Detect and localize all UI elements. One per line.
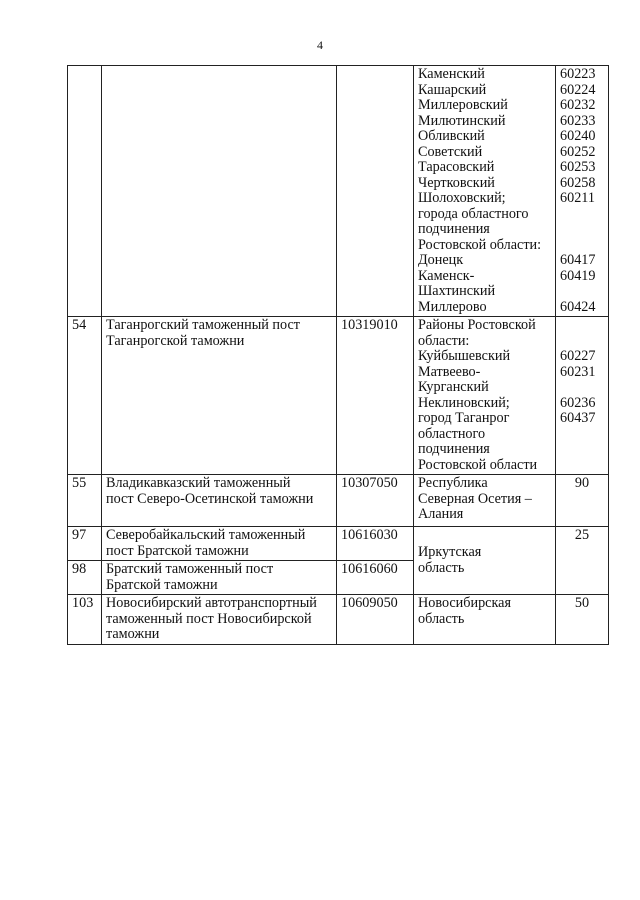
post-code: 10319010	[337, 317, 414, 475]
place-line: подчинения	[418, 221, 490, 237]
place-line: Чертковский	[418, 174, 495, 191]
cell-post-name	[102, 561, 337, 595]
cell-places	[414, 66, 556, 317]
region-code: 25	[556, 527, 609, 595]
post-name-line: Таганрогской таможни	[106, 332, 245, 349]
code-line: 60252	[560, 143, 596, 160]
code-line	[560, 284, 604, 300]
cell-places	[414, 475, 556, 527]
place-line: Тарасовский	[418, 159, 495, 175]
place-line: область	[418, 559, 465, 576]
place-line: Обливский	[418, 128, 485, 144]
table-row-103	[68, 595, 609, 645]
code-line	[560, 380, 604, 396]
cell-post-name	[102, 66, 337, 317]
cell-num	[68, 66, 102, 317]
post-name-line: Северобайкальский таможенный	[106, 527, 306, 543]
place-line: Каменский	[418, 66, 485, 82]
cell-post-name	[102, 527, 337, 561]
table-row-55	[68, 475, 609, 527]
place-line: Матвеево-	[418, 363, 481, 380]
place-line: город Таганрог	[418, 410, 510, 426]
row-number: 98	[68, 561, 102, 595]
code-line	[560, 238, 604, 254]
place-line: Миллеровский	[418, 97, 508, 113]
place-line: Шахтинский	[418, 283, 496, 299]
place-line: Новосибирская	[418, 595, 511, 611]
post-code: 10307050	[337, 475, 414, 527]
place-line: Милютинский	[418, 112, 506, 129]
place-line: города областного	[418, 205, 529, 222]
code-line: 60258	[560, 174, 596, 191]
region-code: 50	[556, 595, 609, 645]
table-row-continuation	[68, 66, 609, 317]
table-row-54	[68, 317, 609, 475]
code-line: 60240	[560, 128, 596, 144]
cell-post-code	[337, 66, 414, 317]
code-line: 60211	[560, 190, 595, 206]
post-name-line: Владикавказский таможенный	[106, 475, 291, 491]
post-code: 10616030	[337, 527, 414, 561]
place-line: Миллерово	[418, 298, 487, 315]
code-line: 60223	[560, 66, 596, 82]
cell-post-name	[102, 595, 337, 645]
place-line: Районы Ростовской	[418, 317, 536, 333]
code-line: 60227	[560, 348, 596, 364]
place-line: Иркутская	[418, 544, 482, 560]
post-name-line: таможенный пост Новосибирской	[106, 610, 312, 627]
code-line	[560, 318, 604, 334]
place-line: Кашарский	[418, 81, 487, 98]
post-name-line: таможни	[106, 626, 160, 642]
place-line: Каменск-	[418, 267, 475, 284]
code-line	[560, 207, 604, 223]
place-line: Северная Осетия –	[418, 490, 532, 507]
post-name-line: Братский таможенный пост	[106, 561, 274, 577]
place-line: Республика	[418, 475, 488, 491]
post-code: 10616060	[337, 561, 414, 595]
code-line: 60224	[560, 81, 596, 98]
code-line: 60417	[560, 252, 596, 268]
post-name-line: пост Северо-Осетинской таможни	[106, 490, 314, 507]
place-line: Неклиновский;	[418, 394, 510, 411]
place-line: Ростовской области:	[418, 236, 542, 253]
post-name-line: Братской таможни	[106, 576, 218, 593]
row-number: 97	[68, 527, 102, 561]
code-line: 60232	[560, 97, 596, 113]
place-line: Ростовской области	[418, 456, 538, 473]
cell-post-name	[102, 475, 337, 527]
cell-codes	[556, 317, 609, 475]
cell-post-name	[102, 317, 337, 475]
post-name-line: пост Братской таможни	[106, 542, 249, 559]
row-number: 55	[68, 475, 102, 527]
place-line: Донецк	[418, 252, 464, 268]
code-line	[560, 334, 604, 350]
code-line: 60424	[560, 298, 596, 315]
code-line: 60437	[560, 410, 596, 426]
table-row-97	[68, 527, 609, 561]
code-line: 60233	[560, 112, 596, 129]
page-number: 4	[317, 38, 323, 52]
code-line: 60231	[560, 363, 596, 380]
post-code: 10609050	[337, 595, 414, 645]
cell-places	[414, 527, 556, 595]
row-number: 103	[68, 595, 102, 645]
customs-posts-table	[67, 65, 609, 645]
place-line: Шолоховский;	[418, 190, 506, 206]
region-code: 90	[556, 475, 609, 527]
code-line: 60236	[560, 394, 596, 411]
place-line: Куйбышевский	[418, 348, 511, 364]
place-line: Советский	[418, 143, 483, 160]
cell-places	[414, 595, 556, 645]
place-line: областного	[418, 425, 486, 442]
code-line	[560, 222, 604, 238]
place-line: области:	[418, 332, 470, 349]
place-line: Курганский	[418, 379, 489, 395]
cell-codes	[556, 66, 609, 317]
place-line: подчинения	[418, 441, 490, 457]
row-number: 54	[68, 317, 102, 475]
post-name-line: Таганрогский таможенный пост	[106, 317, 300, 333]
place-line: Алания	[418, 506, 464, 522]
code-line: 60253	[560, 159, 596, 175]
post-name-line: Новосибирский автотранспортный	[106, 595, 317, 611]
place-line: область	[418, 610, 465, 627]
cell-places	[414, 317, 556, 475]
code-line: 60419	[560, 267, 596, 284]
